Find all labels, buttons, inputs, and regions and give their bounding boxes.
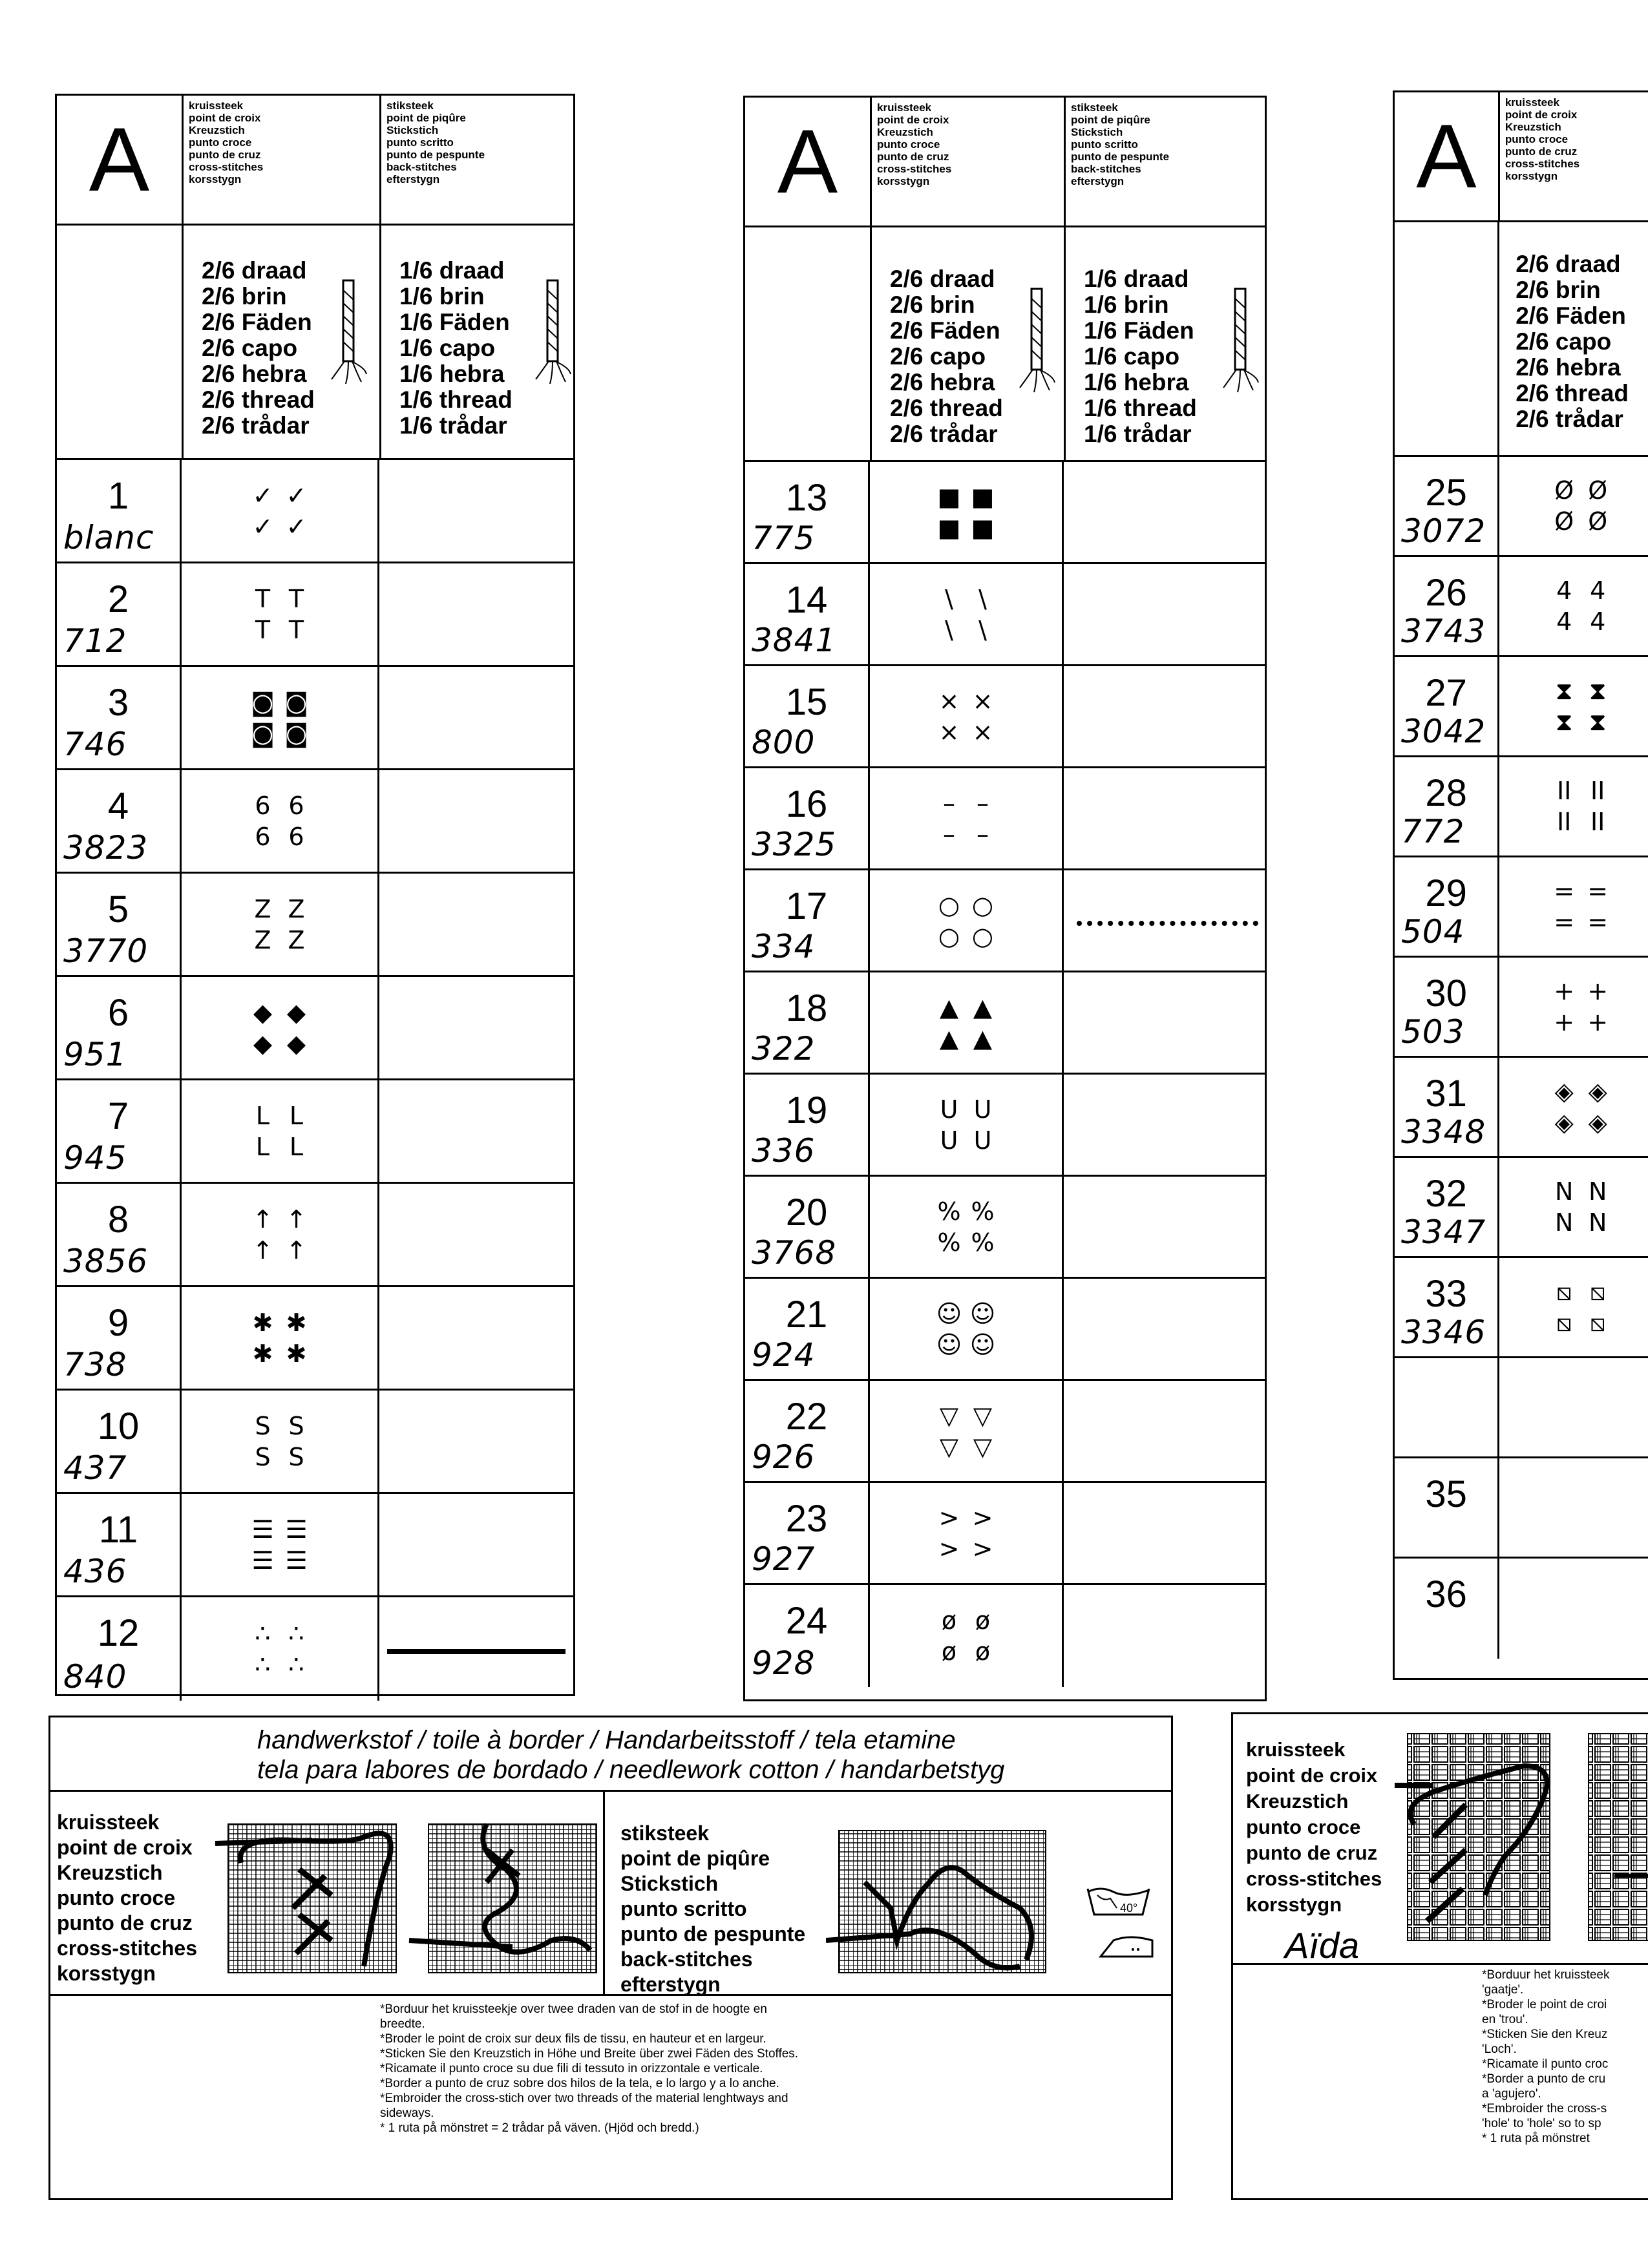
back-stitch-cell xyxy=(379,667,573,768)
cross-stitch-symbol-cell xyxy=(870,1075,1064,1175)
color-number-cell xyxy=(57,770,182,872)
color-number-cell xyxy=(745,666,870,766)
color-number: 21 xyxy=(785,1294,828,1336)
stitch-symbol: II II II II xyxy=(1556,777,1605,836)
cross-stitch-symbol-cell xyxy=(1499,657,1648,755)
table-row xyxy=(57,1080,573,1184)
cross-stitch-symbol-cell xyxy=(1499,757,1648,856)
thread-skein-icon xyxy=(1017,286,1056,395)
color-key-table-3 xyxy=(1393,90,1648,1680)
floss-code: 3072 xyxy=(1401,512,1486,550)
stitch-symbol: L L L L xyxy=(255,1101,304,1161)
stitch-symbol: ◆ ◆ ◆ ◆ xyxy=(253,998,306,1058)
cross-stitch-symbol-cell xyxy=(182,770,379,872)
table-row xyxy=(745,1483,1265,1585)
table-row xyxy=(57,1597,573,1701)
color-number: 32 xyxy=(1425,1173,1467,1215)
floss-code: 3770 xyxy=(63,932,149,970)
table-header xyxy=(1395,92,1648,222)
back-thread-count: 1/6 draad 1/6 brin 1/6 Fäden 1/6 capo 1/6 hebra 1/6 thread 1/6 trådar xyxy=(1066,227,1265,460)
cross-stitch-names: kruissteek point de croix Kreuzstich punto croce punto de cruz cross-stitches korsstygn xyxy=(184,96,381,224)
wash-temperature: 40° xyxy=(1120,1902,1138,1915)
floss-code: 3856 xyxy=(63,1243,149,1280)
back-stitch-cell xyxy=(1064,1483,1265,1583)
color-number: 30 xyxy=(1425,972,1467,1014)
floss-code: 504 xyxy=(1401,913,1465,950)
color-number-cell xyxy=(745,1483,870,1583)
chart-letter: A xyxy=(1395,92,1500,220)
table-row xyxy=(1395,757,1648,857)
floss-code: 322 xyxy=(752,1030,816,1067)
stitch-symbol: ✱ ✱ ✱ ✱ xyxy=(252,1308,307,1368)
stitch-symbol: = = = = xyxy=(1554,877,1609,936)
floss-code: 840 xyxy=(63,1658,127,1696)
back-stitch-cell xyxy=(379,460,573,562)
color-number-cell xyxy=(57,874,182,975)
thread-count-row xyxy=(745,227,1265,462)
cross-stitch-symbol-cell xyxy=(870,564,1064,664)
color-number-cell xyxy=(57,1184,182,1285)
color-number: 9 xyxy=(107,1302,129,1344)
floss-code: 334 xyxy=(752,928,816,965)
table-row xyxy=(57,977,573,1080)
stitch-symbol: Ø Ø Ø Ø xyxy=(1554,476,1608,536)
stitch-symbol: T T T T xyxy=(255,584,304,644)
stitch-symbol: N N N N xyxy=(1554,1177,1607,1237)
stitch-symbol: Z Z Z Z xyxy=(254,894,305,954)
color-number-cell xyxy=(57,1080,182,1182)
table-row xyxy=(57,563,573,667)
color-number-cell xyxy=(1395,557,1499,655)
back-stitch-cell xyxy=(379,770,573,872)
back-stitch-cell xyxy=(379,1080,573,1182)
table-row xyxy=(57,874,573,977)
fabric-title: handwerkstof / toile à border / Handarbeitsstoff / tela etamine tela para labores de bordado / needlework cotton / handarbetstyg xyxy=(257,1726,1005,1784)
cross-stitch-symbol-cell xyxy=(1499,1158,1648,1256)
cross-stitch-symbol-cell xyxy=(870,1585,1064,1687)
aida-fabric-name: Aïda xyxy=(1285,1925,1360,1966)
back-stitch-cell xyxy=(1064,972,1265,1073)
color-number: 1 xyxy=(107,475,129,517)
floss-code: 951 xyxy=(63,1036,127,1073)
back-stitch-cell xyxy=(379,977,573,1078)
aida-panel xyxy=(1231,1712,1648,2200)
floss-code: 437 xyxy=(63,1449,127,1487)
stitch-symbol: ø ø ø ø xyxy=(941,1606,991,1666)
fabric-panel xyxy=(48,1716,1173,2200)
color-key-table-2 xyxy=(743,96,1267,1701)
color-number-cell xyxy=(57,460,182,562)
table-row xyxy=(1395,1158,1648,1258)
table-row xyxy=(1395,958,1648,1058)
color-number-cell xyxy=(1395,457,1499,555)
table-header xyxy=(57,96,573,226)
stitch-symbol: ◈ ◈ ◈ ◈ xyxy=(1554,1077,1607,1137)
cross-stitch-symbol-cell xyxy=(182,1184,379,1285)
color-number-cell xyxy=(745,972,870,1073)
color-number-cell xyxy=(745,1075,870,1175)
back-stitch-cell xyxy=(1064,1381,1265,1481)
color-number-cell xyxy=(57,667,182,768)
color-number: 4 xyxy=(107,785,129,827)
back-stitch-cell xyxy=(1064,870,1265,971)
aida-stitch-labels: kruissteek point de croix Kreuzstich punto croce punto de cruz cross-stitches korsstygn xyxy=(1246,1738,1382,1916)
color-number: 12 xyxy=(97,1612,140,1654)
cross-thread-count: 2/6 draad 2/6 brin 2/6 Fäden 2/6 capo 2/6 hebra 2/6 thread 2/6 trådar xyxy=(184,226,381,458)
stitch-symbol xyxy=(1547,1376,1614,1438)
back-stitch-cell xyxy=(379,1391,573,1492)
floss-code: 3325 xyxy=(752,826,837,863)
table-row xyxy=(1395,1258,1648,1358)
color-number-cell xyxy=(1395,1258,1499,1356)
table-row xyxy=(1395,1358,1648,1458)
cross-thread-count: 2/6 draad 2/6 brin 2/6 Fäden 2/6 capo 2/6 hebra 2/6 thread 2/6 trådar xyxy=(1516,251,1629,432)
table-row xyxy=(745,1075,1265,1177)
back-stitch-dotted-line xyxy=(1077,921,1258,926)
table-row xyxy=(1395,1559,1648,1659)
table-row xyxy=(745,564,1265,666)
color-number: 27 xyxy=(1425,672,1467,714)
cross-stitch-symbol-cell xyxy=(1499,1058,1648,1156)
table-row xyxy=(745,870,1265,972)
table-row xyxy=(1395,557,1648,657)
color-number-cell xyxy=(745,1177,870,1277)
table-row xyxy=(745,1381,1265,1483)
color-number: 16 xyxy=(785,783,828,825)
table-row xyxy=(57,1391,573,1494)
stitch-symbol: S S S S xyxy=(255,1411,304,1471)
color-number-cell xyxy=(745,768,870,868)
stitch-symbol: ↑ ↑ ↑ ↑ xyxy=(252,1204,307,1265)
stitch-symbol: 4 4 4 4 xyxy=(1556,576,1606,636)
cross-thread-count: 2/6 draad 2/6 brin 2/6 Fäden 2/6 capo 2/6 hebra 2/6 thread 2/6 trådar xyxy=(872,227,1066,460)
color-number-cell xyxy=(745,870,870,971)
cross-stitch-names: kruissteek point de croix Kreuzstich punto croce punto de cruz cross-stitches korsstygn xyxy=(1505,96,1580,182)
color-number-cell xyxy=(57,1287,182,1389)
thread-count-row xyxy=(57,226,573,460)
cross-stitch-symbol-cell xyxy=(182,977,379,1078)
stitch-symbol: + + + + xyxy=(1554,977,1609,1036)
back-stitch-cell xyxy=(1064,564,1265,664)
cross-stitch-symbol-cell xyxy=(1499,557,1648,655)
color-number: 20 xyxy=(785,1192,828,1234)
wash-40-icon xyxy=(1084,1882,1156,1921)
stitch-symbol: ▽ ▽ ▽ ▽ xyxy=(939,1401,993,1461)
back-stitch-diagram xyxy=(826,1811,1059,1986)
back-stitch-names: stiksteek point de piqûre Stickstich punto scritto punto de pespunte back-stitches efterstygn xyxy=(386,100,485,185)
table-row xyxy=(57,1494,573,1597)
color-number: 23 xyxy=(785,1498,828,1540)
cross-stitch-symbol-cell xyxy=(182,1391,379,1492)
table-row xyxy=(1395,1058,1648,1158)
color-number: 11 xyxy=(98,1509,138,1551)
floss-code: 775 xyxy=(752,520,816,557)
table-row xyxy=(1395,457,1648,557)
floss-code: 436 xyxy=(63,1553,127,1590)
stitch-symbol xyxy=(1547,1476,1614,1538)
color-number-cell xyxy=(1395,657,1499,755)
floss-code: 3346 xyxy=(1401,1314,1486,1351)
color-number: 18 xyxy=(785,987,828,1029)
cross-stitch-symbol-cell xyxy=(1499,1458,1648,1557)
back-stitch-line xyxy=(387,1649,565,1654)
cross-stitch-symbol-cell xyxy=(870,768,1064,868)
stitch-symbol: > > > > xyxy=(938,1503,993,1563)
back-stitch-cell xyxy=(1064,1585,1265,1687)
fabric-instructions: *Borduur het kruissteekje over twee draden van de stof in de hoogte en breedte. *Broder le point de croix sur deux fils de tissu, en hauteur et en largeur. *Sticken Sie den Kreuzstich in Höhe und Breite über zwei Fäden des Stoffes. *Ricamate il punto croce su due fili di tessuto in orizzontale e verticale. *Border a punto de cruz sobre dos hilos de la tela, e lo largo y a lo anche. *Embroider the cross-stich over two threads of the material lenghtways and sideways. * 1 ruta på mönstret = 2 trådar på väven. (Hjöd och bredd.) xyxy=(380,2002,799,2135)
back-stitch-cell xyxy=(379,563,573,665)
cross-stitch-symbol-cell xyxy=(1499,1559,1648,1659)
back-stitch-labels: stiksteek point de piqûre Stickstich punto scritto punto de pespunte back-stitches efterstygn xyxy=(620,1822,806,1996)
color-number: 6 xyxy=(107,992,129,1034)
floss-code: 3841 xyxy=(752,622,837,659)
cross-stitch-symbol-cell xyxy=(870,1177,1064,1277)
floss-code: 800 xyxy=(752,724,816,761)
floss-code: 3348 xyxy=(1401,1113,1486,1151)
table-row xyxy=(745,462,1265,564)
table-rows xyxy=(1395,457,1648,1659)
color-number: 8 xyxy=(107,1199,129,1241)
back-stitch-cell xyxy=(1064,1177,1265,1277)
cross-stitch-symbol-cell xyxy=(870,870,1064,971)
color-number: 25 xyxy=(1425,472,1467,514)
color-number: 2 xyxy=(107,578,129,620)
floss-code: 738 xyxy=(63,1346,127,1383)
color-number: 14 xyxy=(785,579,828,621)
stitch-symbol: 6 6 6 6 xyxy=(255,791,304,851)
color-number: 35 xyxy=(1425,1473,1467,1515)
table-rows xyxy=(745,462,1265,1687)
cross-stitch-symbol-cell xyxy=(870,1279,1064,1379)
stitch-symbol: ⧅ ⧅ ⧅ ⧅ xyxy=(1556,1277,1606,1337)
stitch-symbol: ✓ ✓ ✓ ✓ xyxy=(252,481,307,541)
cross-stitch-symbol-cell xyxy=(182,460,379,562)
back-stitch-cell xyxy=(379,1597,573,1701)
cross-stitch-symbol-cell xyxy=(1499,857,1648,956)
back-thread-count: 1/6 draad 1/6 brin 1/6 Fäden 1/6 capo 1/6 hebra 1/6 thread 1/6 trådar xyxy=(381,226,573,458)
cross-stitch-symbol-cell xyxy=(1499,958,1648,1056)
chart-letter: A xyxy=(57,96,184,224)
stitch-diagram-row xyxy=(50,1790,1171,1996)
floss-code: blanc xyxy=(63,519,154,556)
color-number-cell xyxy=(745,1381,870,1481)
color-number: 24 xyxy=(785,1600,828,1642)
floss-code: 945 xyxy=(63,1139,127,1177)
color-number: 3 xyxy=(107,682,129,724)
color-number: 22 xyxy=(785,1396,828,1438)
color-number: 29 xyxy=(1425,872,1467,914)
color-number: 15 xyxy=(785,681,828,723)
stitch-symbol: – – – – xyxy=(943,788,989,848)
floss-code: 926 xyxy=(752,1438,816,1476)
table-header xyxy=(745,98,1265,227)
back-stitch-cell xyxy=(379,1287,573,1389)
cross-stitch-symbol-cell xyxy=(870,1381,1064,1481)
cross-stitch-symbol-cell xyxy=(1499,1258,1648,1356)
stitch-symbol xyxy=(1547,1578,1614,1640)
back-stitch-cell xyxy=(1064,666,1265,766)
floss-code: 772 xyxy=(1401,813,1465,850)
iron-icon xyxy=(1097,1934,1156,1960)
color-number-cell xyxy=(1395,757,1499,856)
cross-stitch-symbol-cell xyxy=(870,972,1064,1073)
table-row xyxy=(745,768,1265,870)
thread-skein-icon xyxy=(533,277,572,387)
floss-code: 3768 xyxy=(752,1234,837,1272)
cross-stitch-symbol-cell xyxy=(182,1597,379,1701)
color-number-cell xyxy=(745,1279,870,1379)
color-number-cell xyxy=(745,1585,870,1687)
color-number-cell xyxy=(57,1391,182,1492)
stitch-symbol: ⧗ ⧗ ⧗ ⧗ xyxy=(1555,676,1607,736)
stitch-symbol: ☺ ☺ ☺ ☺ xyxy=(936,1299,996,1359)
back-stitch-cell xyxy=(1064,1075,1265,1175)
back-stitch-cell xyxy=(1064,768,1265,868)
table-row xyxy=(745,1585,1265,1687)
table-row xyxy=(1395,657,1648,757)
color-number: 5 xyxy=(107,888,129,930)
cross-stitch-symbol-cell xyxy=(182,1494,379,1595)
back-stitch-cell xyxy=(379,874,573,975)
color-number-cell xyxy=(1395,1358,1499,1456)
cross-stitch-symbol-cell xyxy=(182,563,379,665)
color-number-cell xyxy=(1395,1458,1499,1557)
floss-code: 3823 xyxy=(63,829,149,866)
back-stitch-names: stiksteek point de piqûre Stickstich punto scritto punto de pespunte back-stitches efterstygn xyxy=(1071,101,1170,187)
table-row xyxy=(57,770,573,874)
color-number: 17 xyxy=(785,885,828,927)
stitch-symbol: ∴ ∴ ∴ ∴ xyxy=(255,1619,304,1679)
stitch-symbol: ▲ ▲ ▲ ▲ xyxy=(939,992,993,1053)
cross-stitch-diagram xyxy=(215,1811,603,1979)
thread-count-row xyxy=(1395,222,1648,457)
cross-stitch-symbol-cell xyxy=(1499,1358,1648,1456)
cross-stitch-symbol-cell xyxy=(1499,457,1648,555)
cross-stitch-symbol-cell xyxy=(870,1483,1064,1583)
color-number-cell xyxy=(1395,958,1499,1056)
color-number: 13 xyxy=(785,477,828,519)
thread-skein-icon xyxy=(329,277,368,387)
color-number-cell xyxy=(745,462,870,562)
cross-stitch-symbol-cell xyxy=(182,1080,379,1182)
stitch-symbol: ☰ ☰ ☰ ☰ xyxy=(251,1515,308,1575)
color-number: 7 xyxy=(107,1095,129,1137)
cross-stitch-symbol-cell xyxy=(870,666,1064,766)
stitch-symbol: U U U U xyxy=(940,1095,992,1155)
cross-stitch-symbol-cell xyxy=(870,462,1064,562)
color-number: 19 xyxy=(785,1089,828,1131)
table-row xyxy=(57,460,573,563)
table-row xyxy=(745,972,1265,1075)
color-number-cell xyxy=(57,1597,182,1701)
table-row xyxy=(57,667,573,770)
table-row xyxy=(1395,857,1648,958)
cross-stitch-symbol-cell xyxy=(182,1287,379,1389)
floss-code: 746 xyxy=(63,726,127,763)
color-number: 26 xyxy=(1425,572,1467,614)
color-number-cell xyxy=(1395,1158,1499,1256)
stitch-symbol: \ \ \ \ xyxy=(945,584,987,644)
back-stitch-cell xyxy=(379,1494,573,1595)
color-number: 36 xyxy=(1425,1573,1467,1615)
floss-code: 927 xyxy=(752,1540,816,1578)
table-rows xyxy=(57,460,573,1701)
color-number-cell xyxy=(1395,857,1499,956)
cross-stitch-names: kruissteek point de croix Kreuzstich punto croce punto de cruz cross-stitches korsstygn xyxy=(872,98,1066,226)
cross-stitch-symbol-cell xyxy=(182,667,379,768)
cross-stitch-symbol-cell xyxy=(182,874,379,975)
floss-code: 336 xyxy=(752,1132,816,1170)
color-key-table-1 xyxy=(55,94,575,1696)
back-stitch-cell xyxy=(1064,1279,1265,1379)
back-stitch-cell xyxy=(1064,462,1265,562)
color-number-cell xyxy=(57,1494,182,1595)
table-row xyxy=(745,1177,1265,1279)
table-row xyxy=(1395,1458,1648,1559)
color-number-cell xyxy=(745,564,870,664)
color-number: 28 xyxy=(1425,772,1467,814)
color-number-cell xyxy=(1395,1058,1499,1156)
stitch-symbol: % % % % xyxy=(937,1197,995,1257)
color-number-cell xyxy=(1395,1559,1499,1659)
stitch-symbol: ◙ ◙ ◙ ◙ xyxy=(251,688,308,748)
floss-code: 3042 xyxy=(1401,713,1486,750)
color-number: 31 xyxy=(1425,1073,1467,1115)
stitch-symbol: × × × × xyxy=(938,686,993,746)
cross-stitch-labels: kruissteek point de croix Kreuzstich punto croce punto de cruz cross-stitches korsstygn xyxy=(57,1811,197,1985)
thread-skein-icon xyxy=(1221,286,1260,395)
floss-code: 928 xyxy=(752,1644,816,1682)
stitch-symbol: ○ ○ ○ ○ xyxy=(938,890,994,950)
table-row xyxy=(57,1184,573,1287)
floss-code: 924 xyxy=(752,1336,816,1374)
floss-code: 503 xyxy=(1401,1013,1465,1051)
stitch-symbol: ■ ■ ■ ■ xyxy=(937,482,995,542)
back-stitch-cell xyxy=(379,1184,573,1285)
aida-stitch-diagram xyxy=(1395,1727,1648,1960)
floss-code: 3743 xyxy=(1401,613,1486,650)
table-row xyxy=(745,666,1265,768)
chart-letter: A xyxy=(745,98,872,226)
color-number-cell xyxy=(57,977,182,1078)
color-number: 10 xyxy=(97,1405,140,1447)
aida-instructions: *Borduur het kruissteek 'gaatje'. *Broder le point de croi en 'trou'. *Sticken Sie den Kreuz 'Loch'. *Ricamate il punto croc *Border a punto de cru a 'agujero'. *Embroider the cross-s 'hole' to 'hole' so to sp * 1 ruta på mönstret xyxy=(1482,1968,1610,2145)
color-number: 33 xyxy=(1425,1273,1467,1315)
color-number-cell xyxy=(57,563,182,665)
floss-code: 712 xyxy=(63,622,127,660)
table-row xyxy=(57,1287,573,1391)
table-row xyxy=(745,1279,1265,1381)
floss-code: 3347 xyxy=(1401,1213,1486,1251)
